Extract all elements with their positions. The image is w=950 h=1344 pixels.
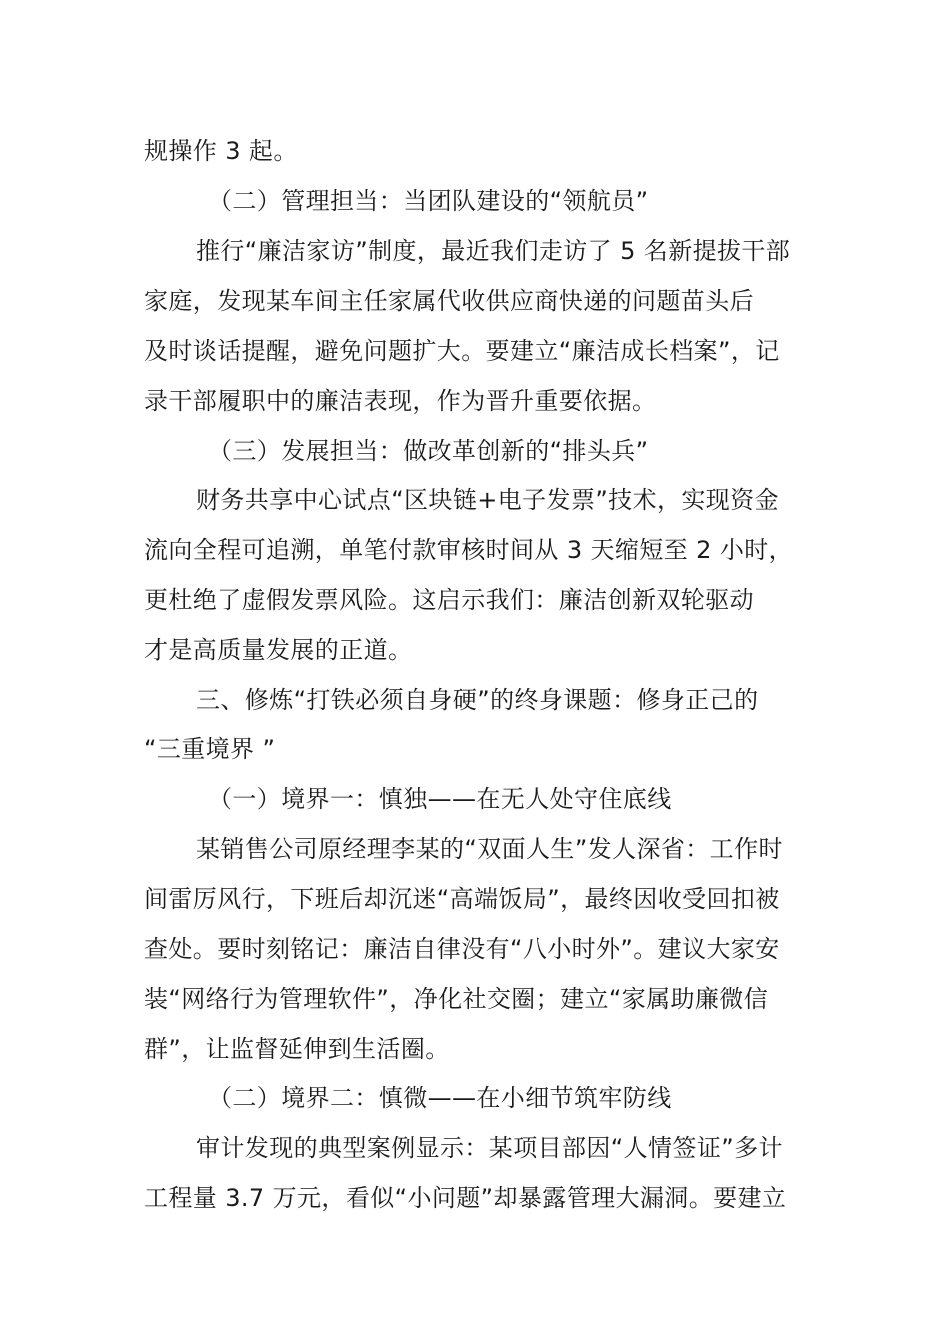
section-heading: （二）境界二：慎微——在小细节筑牢防线 (208, 1084, 672, 1112)
text-line: 装“网络行为管理软件”，净化社交圈；建立“家属助廉微信 (144, 985, 769, 1013)
text-line: 间雷厉风行，下班后却沉迷“高端饭局”，最终因收受回扣被 (144, 885, 780, 913)
text-line: 推行“廉洁家访”制度，最近我们走访了 5 名新提拔干部 (196, 237, 791, 265)
section-heading: （三）发展担当：做改革创新的“排头兵” (208, 437, 649, 465)
text-line: 才是高质量发展的正道。 (144, 636, 413, 664)
text-line: 家庭，发现某车间主任家属代收供应商快递的问题苗头后 (144, 287, 754, 315)
text-line: 及时谈话提醒，避免问题扩大。要建立“廉洁成长档案”，记 (144, 337, 780, 365)
chapter-heading-continued: “三重境界 ” (144, 735, 276, 763)
text-line: 工程量 3.7 万元，看似“小问题”却暴露管理大漏洞。要建立 (144, 1184, 787, 1212)
section-heading: （二）管理担当：当团队建设的“领航员” (208, 187, 649, 215)
text-line: 审计发现的典型案例显示：某项目部因“人情签证”多计 (196, 1134, 783, 1162)
text-line: 财务共享中心试点“区块链+电子发票”技术，实现资金 (196, 486, 779, 514)
chapter-heading: 三、修炼“打铁必须自身硬”的终身课题：修身正己的 (196, 686, 759, 714)
text-line: 某销售公司原经理李某的“双面人生”发人深省：工作时 (196, 835, 783, 863)
text-line: 流向全程可追溯，单笔付款审核时间从 3 天缩短至 2 小时， (144, 536, 794, 564)
text-line: 群”，让监督延伸到生活圈。 (144, 1035, 450, 1063)
text-line: 规操作 3 起。 (144, 137, 298, 165)
section-heading: （一）境界一：慎独——在无人处守住底线 (208, 785, 672, 813)
text-line: 录干部履职中的廉洁表现，作为晋升重要依据。 (144, 387, 657, 415)
text-line: 更杜绝了虚假发票风险。这启示我们：廉洁创新双轮驱动 (144, 586, 754, 614)
text-line: 查处。要时刻铭记：廉洁自律没有“八小时外”。建议大家安 (144, 935, 780, 963)
